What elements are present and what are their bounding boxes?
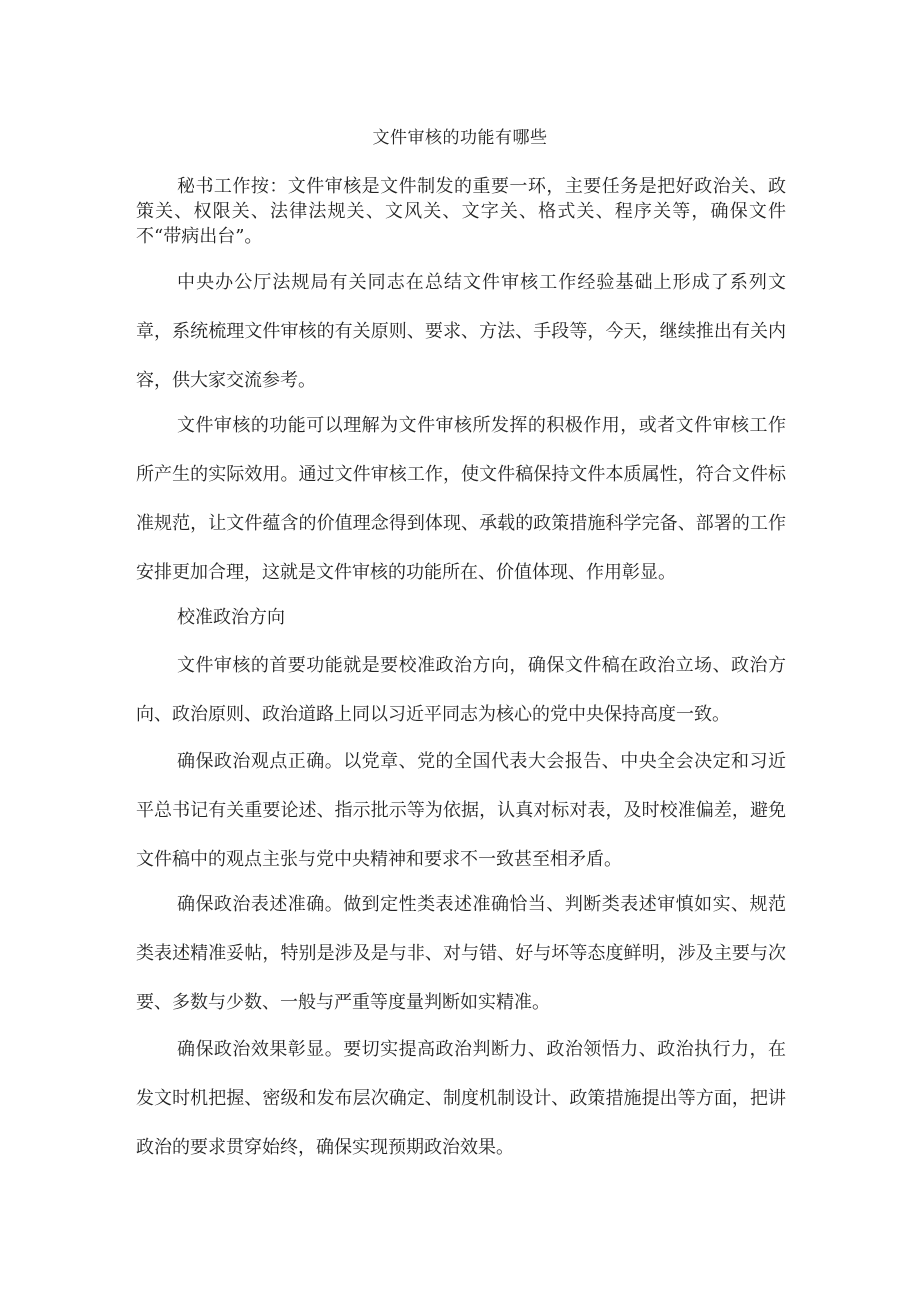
intro-paragraph: 秘书工作按：文件审核是文件制发的重要一环，主要任务是把好政治关、政策关、权限关、法律法规关、文风关、文字关、格式关、程序关等，确保文件不“带病出台”。: [136, 176, 786, 247]
body-paragraph-2: 文件审核的功能可以理解为文件审核所发挥的积极作用，或者文件审核工作所产生的实际效用。通过文件审核工作，使文件稿保持文件本质属性，符合文件标准规范，让文件蕴含的价值理念得到体现、承载的政策措施科学完备、部署的工作安排更加合理，这就是文件审核的功能所在、价值体现、作用彰显。: [136, 415, 786, 583]
body-paragraph-4: 确保政治观点正确。以党章、党的全国代表大会报告、中央全会决定和习近平总书记有关重要论述、指示批示等为依据，认真对标对表，及时校准偏差，避免文件稿中的观点主张与党中央精神和要求不一致甚至相矛盾。: [136, 751, 786, 870]
section-heading: 校准政治方向: [177, 607, 285, 628]
body-paragraph-6: 确保政治效果彰显。要切实提高政治判断力、政治领悟力、政治执行力，在发文时机把握、密级和发布层次确定、制度机制设计、政策措施提出等方面，把讲政治的要求贯穿始终，确保实现预期政治效果。: [136, 1039, 786, 1158]
body-paragraph-1: 中央办公厅法规局有关同志在总结文件审核工作经验基础上形成了系列文章，系统梳理文件审核的有关原则、要求、方法、手段等，今天，继续推出有关内容，供大家交流参考。: [136, 272, 786, 391]
document-title: 文件审核的功能有哪些: [372, 128, 548, 148]
body-paragraph-3: 文件审核的首要功能就是要校准政治方向，确保文件稿在政治立场、政治方向、政治原则、政治道路上同以习近平同志为核心的党中央保持高度一致。: [136, 655, 786, 725]
body-paragraph-5: 确保政治表述准确。做到定性类表述准确恰当、判断类表述审慎如实、规范类表述精准妥帖，特别是涉及是与非、对与错、好与坏等态度鲜明，涉及主要与次要、多数与少数、一般与严重等度量判断如实精准。: [136, 894, 786, 1013]
